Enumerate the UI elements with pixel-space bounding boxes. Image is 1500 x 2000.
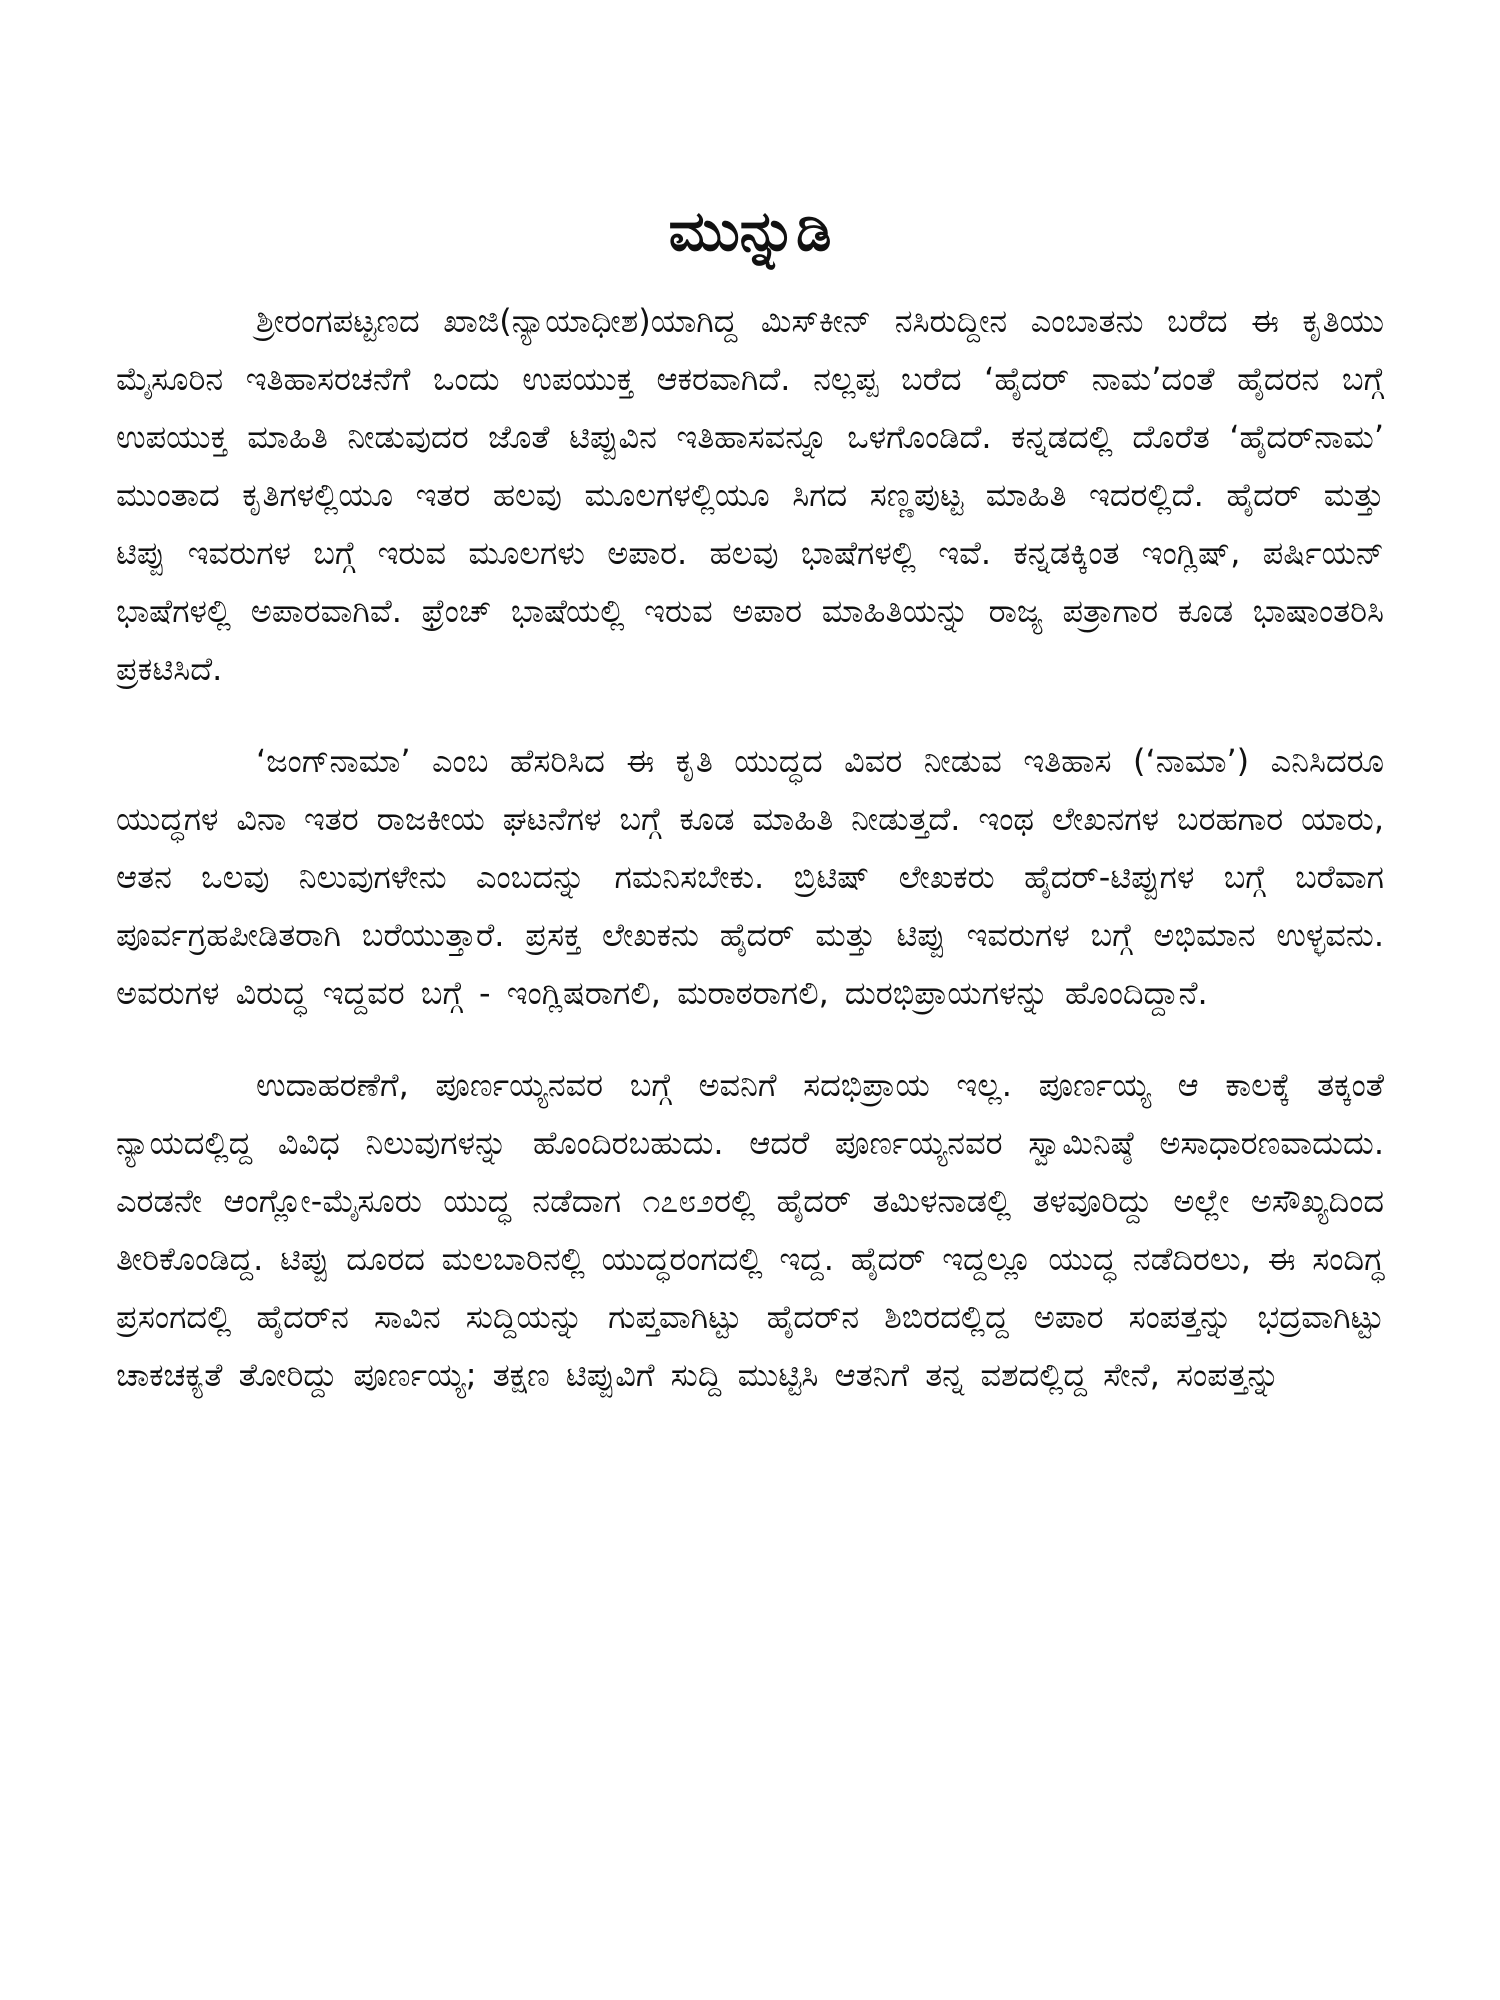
paragraph-2: ‘ಜಂಗ್‌ನಾಮಾ’ ಎಂಬ ಹೆಸರಿಸಿದ ಈ ಕೃತಿ ಯುದ್ಧದ ವಿವರ ನೀಡುವ ಇತಿಹಾಸ (‘ನಾಮಾ’) ಎನಿಸಿದರೂ ಯುದ್ಧಗಳ ವಿನಾ ಇತರ ರಾಜಕೀಯ ಘಟನೆಗಳ ಬಗ್ಗೆ ಕೂಡ ಮಾಹಿತಿ ನೀಡುತ್ತದೆ. ಇಂಥ ಲೇಖನಗಳ ಬರಹಗಾರ ಯಾರು, ಆತನ ಒಲವು ನಿಲುವುಗಳೇನು ಎಂಬದನ್ನು ಗಮನಿಸಬೇಕು. ಬ್ರಿಟಿಷ್ ಲೇಖಕರು ಹೈದರ್-ಟಿಪ್ಪುಗಳ ಬಗ್ಗೆ ಬರೆವಾಗ ಪೂರ್ವಗ್ರಹಪೀಡಿತರಾಗಿ ಬರೆಯುತ್ತಾರೆ. ಪ್ರಸಕ್ತ ಲೇಖಕನು ಹೈದರ್ ಮತ್ತು ಟಿಪ್ಪು ಇವರುಗಳ ಬಗ್ಗೆ ಅಭಿಮಾನ ಉಳ್ಳವನು. ಅವರುಗಳ ವಿರುದ್ಧ ಇದ್ದವರ ಬಗ್ಗೆ - ಇಂಗ್ಲಿಷರಾಗಲಿ, ಮರಾಠರಾಗಲಿ, ದುರಭಿಪ್ರಾಯಗಳನ್ನು ಹೊಂದಿದ್ದಾನೆ. <box>116 742 1384 1012</box>
paragraph-3: ಉದಾಹರಣೆಗೆ, ಪೂರ್ಣಯ್ಯನವರ ಬಗ್ಗೆ ಅವನಿಗೆ ಸದಭಿಪ್ರಾಯ ಇಲ್ಲ. ಪೂರ್ಣಯ್ಯ ಆ ಕಾಲಕ್ಕೆ ತಕ್ಕಂತೆ ನ್ಯಾಯದಲ್ಲಿದ್ದ ವಿವಿಧ ನಿಲುವುಗಳನ್ನು ಹೊಂದಿರಬಹುದು. ಆದರೆ ಪೂರ್ಣಯ್ಯನವರ ಸ್ವಾಮಿನಿಷ್ಠೆ ಅಸಾಧಾರಣವಾದುದು. ಎರಡನೇ ಆಂಗ್ಲೋ-ಮೈಸೂರು ಯುದ್ಧ ನಡೆದಾಗ ೧೭೮೨ರಲ್ಲಿ ಹೈದರ್ ತಮಿಳನಾಡಲ್ಲಿ ತಳವೂರಿದ್ದು ಅಲ್ಲೇ ಅಸೌಖ್ಯದಿಂದ ತೀರಿಕೊಂಡಿದ್ದ. ಟಿಪ್ಪು ದೂರದ ಮಲಬಾರಿನಲ್ಲಿ ಯುದ್ಧರಂಗದಲ್ಲಿ ಇದ್ದ. ಹೈದರ್ ಇದ್ದಲ್ಲೂ ಯುದ್ಧ ನಡೆದಿರಲು, ಈ ಸಂದಿಗ್ಧ ಪ್ರಸಂಗದಲ್ಲಿ ಹೈದರ್‌ನ ಸಾವಿನ ಸುದ್ದಿಯನ್ನು ಗುಪ್ತವಾಗಿಟ್ಟು ಹೈದರ್‌ನ ಶಿಬಿರದಲ್ಲಿದ್ದ ಅಪಾರ ಸಂಪತ್ತನ್ನು ಭದ್ರವಾಗಿಟ್ಟು ಚಾಕಚಕ್ಯತೆ ತೋರಿದ್ದು ಪೂರ್ಣಯ್ಯ; ತಕ್ಷಣ ಟಿಪ್ಪುವಿಗೆ ಸುದ್ದಿ ಮುಟ್ಟಿಸಿ ಆತನಿಗೆ ತನ್ನ ವಶದಲ್ಲಿದ್ದ ಸೇನೆ, ಸಂಪತ್ತನ್ನು <box>116 1066 1384 1394</box>
page-title: ಮುನ್ನುಡಿ <box>668 199 832 264</box>
body-text <box>116 292 1384 1404</box>
paragraph-1: ಶ್ರೀರಂಗಪಟ್ಟಣದ ಖಾಜಿ(ನ್ಯಾಯಾಧೀಶ)ಯಾಗಿದ್ದ ಮಿಸ್‌ಕೀನ್ ನಸಿರುದ್ದೀನ ಎಂಬಾತನು ಬರೆದ ಈ ಕೃತಿಯು ಮೈಸೂರಿನ ಇತಿಹಾಸರಚನೆಗೆ ಒಂದು ಉಪಯುಕ್ತ ಆಕರವಾಗಿದೆ. ನಲ್ಲಪ್ಪ ಬರೆದ ‘ಹೈದರ್ ನಾಮ’ದಂತೆ ಹೈದರನ ಬಗ್ಗೆ ಉಪಯುಕ್ತ ಮಾಹಿತಿ ನೀಡುವುದರ ಜೊತೆ ಟಿಪ್ಪುವಿನ ಇತಿಹಾಸವನ್ನೂ ಒಳಗೊಂಡಿದೆ. ಕನ್ನಡದಲ್ಲಿ ದೊರೆತ ‘ಹೈದರ್‌ನಾಮ’ ಮುಂತಾದ ಕೃತಿಗಳಲ್ಲಿಯೂ ಇತರ ಹಲವು ಮೂಲಗಳಲ್ಲಿಯೂ ಸಿಗದ ಸಣ್ಣಪುಟ್ಟ ಮಾಹಿತಿ ಇದರಲ್ಲಿದೆ. ಹೈದರ್ ಮತ್ತು ಟಿಪ್ಪು ಇವರುಗಳ ಬಗ್ಗೆ ಇರುವ ಮೂಲಗಳು ಅಪಾರ. ಹಲವು ಭಾಷೆಗಳಲ್ಲಿ ಇವೆ. ಕನ್ನಡಕ್ಕಿಂತ ಇಂಗ್ಲಿಷ್, ಪರ್ಷಿಯನ್ ಭಾಷೆಗಳಲ್ಲಿ ಅಪಾರವಾಗಿವೆ. ಫ್ರೆಂಚ್ ಭಾಷೆಯಲ್ಲಿ ಇರುವ ಅಪಾರ ಮಾಹಿತಿಯನ್ನು ರಾಜ್ಯ ಪತ್ರಾಗಾರ ಕೂಡ ಭಾಷಾಂತರಿಸಿ ಪ್ರಕಟಿಸಿದೆ. <box>116 302 1384 688</box>
